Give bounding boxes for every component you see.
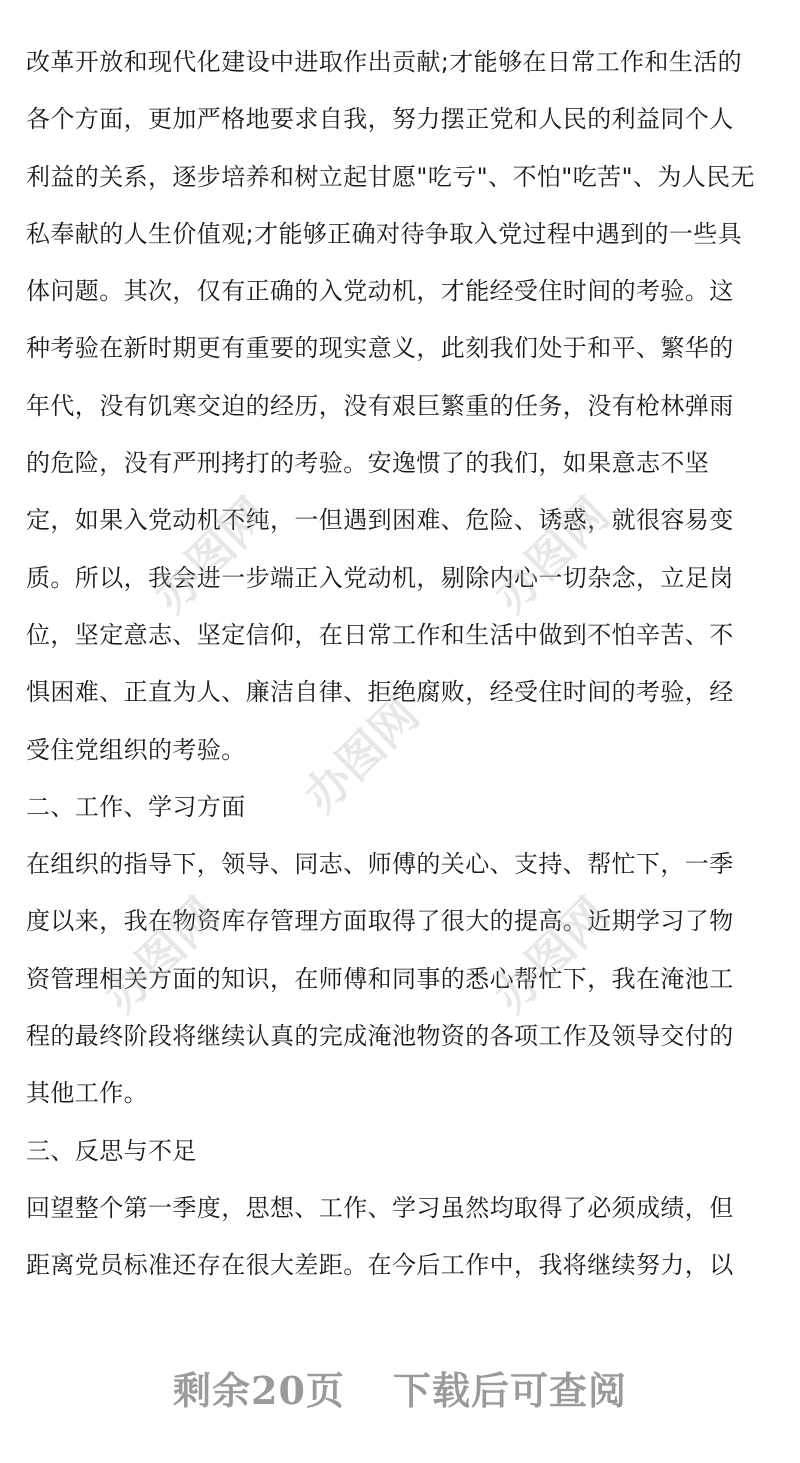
text-line: 的危险，没有严刑拷打的考验。安逸惯了的我们，如果意志不坚: [26, 449, 710, 478]
section-heading-work-study: 二、工作、学习方面: [26, 792, 246, 821]
text-line: 种考验在新时期更有重要的现实意义，此刻我们处于和平、繁华的: [26, 334, 734, 363]
watermark: 办图网: [483, 487, 620, 624]
text-line: 资管理相关方面的知识，在师傅和同事的悉心帮忙下，我在淹池工: [26, 964, 734, 993]
document-body: [26, 34, 778, 1295]
text-line: 年代，没有饥寒交迫的经历，没有艰巨繁重的任务，没有枪林弹雨: [26, 391, 734, 420]
text-line: 其他工作。: [26, 1079, 148, 1108]
download-to-view-label: 下载后可查阅: [392, 1368, 627, 1413]
text-line: 质。所以，我会进一步端正入党动机，剔除内心一切杂念，立足岗: [26, 563, 734, 592]
watermark: 办图网: [143, 487, 280, 624]
download-prompt-banner[interactable]: [0, 1360, 800, 1415]
watermark: 办图网: [293, 687, 430, 824]
text-line: 体问题。其次，仅有正确的入党动机，才能经受住时间的考验。这: [26, 277, 734, 306]
text-line: 在组织的指导下，领导、同志、师傅的关心、支持、帮忙下，一季: [26, 850, 734, 879]
text-line: 利益的关系，逐步培养和树立起甘愿"吃亏"、不怕"吃苦"、为人民无: [26, 162, 755, 191]
text-line: 距离党员标准还存在很大差距。在今后工作中，我将继续努力，以: [26, 1251, 734, 1280]
watermark: 办图网: [483, 887, 620, 1024]
watermark: 办图网: [93, 887, 230, 1024]
text-line: 改革开放和现代化建设中进取作出贡献;才能够在日常工作和生活的: [26, 48, 743, 76]
section-heading-reflection: 三、反思与不足: [26, 1136, 197, 1165]
text-line: 度以来，我在物资库存管理方面取得了很大的提高。近期学习了物: [26, 907, 734, 936]
text-line: 定，如果入党动机不纯，一但遇到困难、危险、诱惑，就很容易变: [26, 506, 734, 535]
text-line: 私奉献的人生价值观;才能够正确对待争取入党过程中遇到的一些具: [26, 219, 743, 248]
text-line: 各个方面，更加严格地要求自我，努力摆正党和人民的利益同个人: [26, 105, 734, 134]
text-line: 回望整个第一季度，思想、工作、学习虽然均取得了必须成绩，但: [26, 1193, 734, 1222]
remaining-pages-label: 剩余20页: [173, 1368, 345, 1413]
text-line: 惧困难、正直为人、廉洁自律、拒绝腐败，经受住时间的考验，经: [26, 678, 734, 707]
text-line: 程的最终阶段将继续认真的完成淹池物资的各项工作及领导交付的: [26, 1022, 734, 1051]
text-line: 受住党组织的考验。: [26, 735, 246, 764]
text-line: 位，坚定意志、坚定信仰，在日常工作和生活中做到不怕辛苦、不: [26, 620, 734, 649]
